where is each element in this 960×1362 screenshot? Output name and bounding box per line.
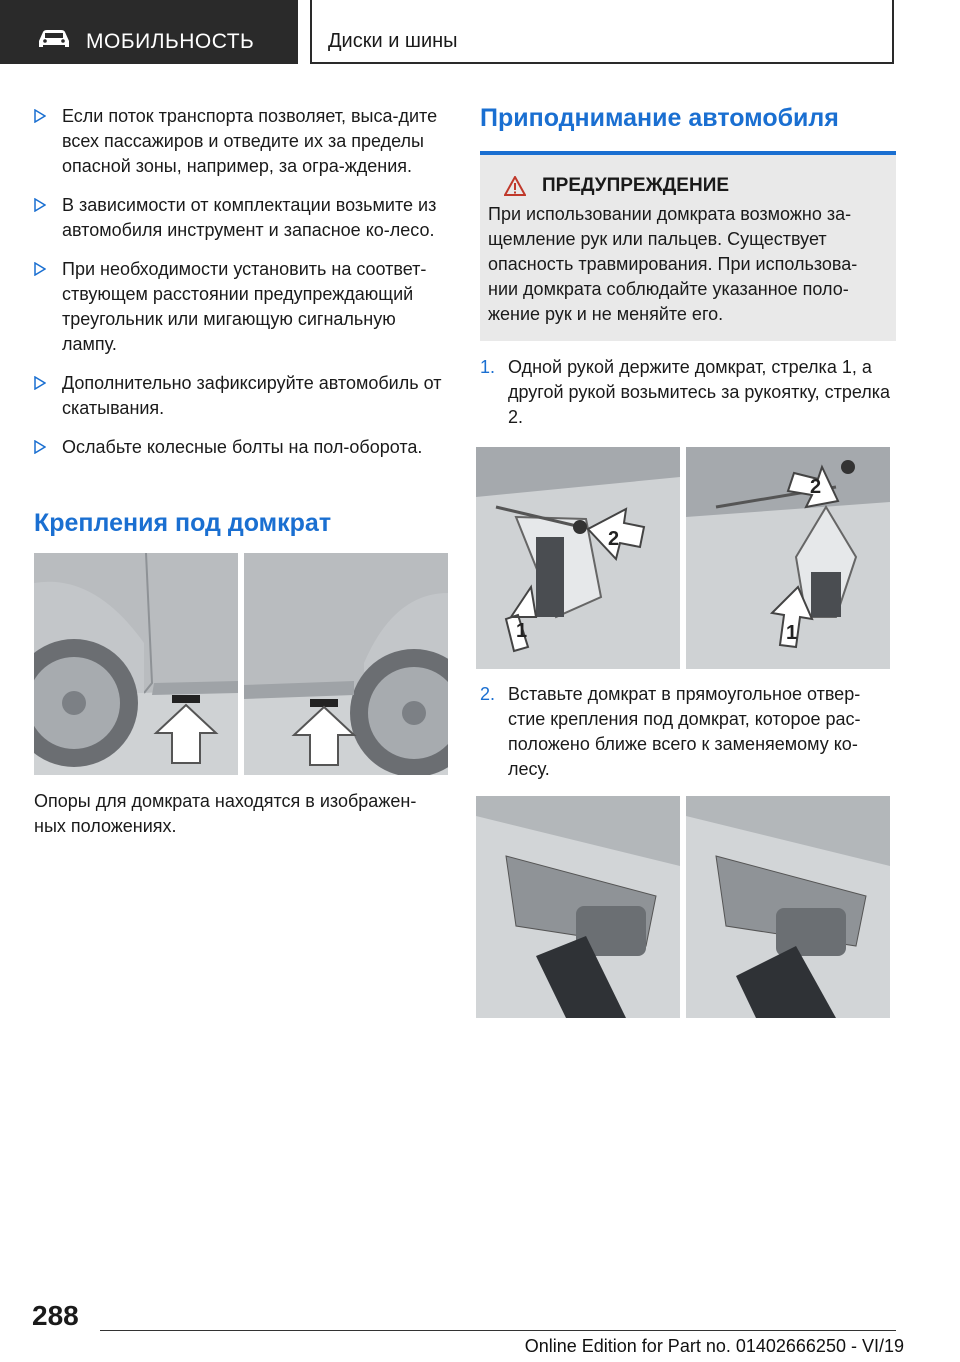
list-item-text: Дополнительно зафиксируйте автомобиль от скатывания. [62, 373, 442, 418]
warning-box [480, 151, 896, 341]
section-heading-lifting: Приподнимание автомобиля [480, 104, 839, 132]
left-column [34, 104, 448, 474]
svg-text:2: 2 [810, 476, 822, 498]
jack-hold-figure [476, 447, 890, 669]
warning-title: ПРЕДУПРЕЖДЕНИЕ [542, 175, 730, 196]
figure-caption: Опоры для домкрата находятся в изображен-ных положениях. [34, 791, 417, 836]
footer-divider [100, 1330, 896, 1331]
chapter-title: Диски и шины [328, 30, 458, 52]
list-item-text: Если поток транспорта позволяет, выса-дите всех пассажиров и отведите их за пределы опасной зоны, например, за огра-ждения. [62, 106, 438, 176]
list-item-text: Ослабьте колесные болты на пол-оборота. [62, 437, 423, 457]
list-item-text: В зависимости от комплектации возьмите из автомобиля инструмент и запасное ко-лесо. [62, 195, 437, 240]
svg-text:1: 1 [786, 622, 798, 644]
svg-text:1: 1 [516, 620, 528, 642]
list-item-text: При необходимости установить на соответ-ствующем расстоянии предупреждающий треугольник или мигающую сигнальную лампу. [62, 259, 427, 354]
warning-text: При использовании домкрата возможно за-щемление рук или пальцев. Существует опасность травмирования. При использова-нии домкрата соблюдайте указанное поло-жение рук и не меняйте его. [488, 204, 858, 324]
section-tab[interactable] [0, 0, 298, 64]
preparation-list [34, 104, 448, 460]
page-number: 288 [32, 1300, 79, 1331]
list-item [34, 371, 448, 421]
chapter-title-box [310, 0, 894, 64]
list-item [34, 435, 448, 460]
list-item [34, 104, 448, 179]
list-item [34, 193, 448, 243]
triangle-bullet-icon [34, 109, 46, 123]
section-tab-label: МОБИЛЬНОСТЬ [86, 30, 255, 53]
step-text: Одной рукой держите домкрат, стрелка 1, а другой рукой возьмитесь за рукоятку, стрелка 2. [508, 357, 891, 427]
step-number: 2. [480, 684, 496, 704]
steps-list-continued [480, 682, 896, 782]
step-item [480, 682, 896, 782]
triangle-bullet-icon [34, 262, 46, 276]
footer-edition: Online Edition for Part no. 01402666250 - VI/19 [524, 1336, 904, 1356]
jack-points-figure [34, 553, 448, 775]
triangle-bullet-icon [34, 440, 46, 454]
warning-title-row [504, 173, 884, 198]
list-item [34, 257, 448, 357]
warning-triangle-icon [504, 176, 526, 196]
right-column [480, 104, 896, 430]
step-item [480, 355, 896, 430]
svg-text:2: 2 [608, 528, 620, 550]
step-text: Вставьте домкрат в прямоугольное отвер-стие крепления под домкрат, которое рас-положено ближе всего к заменяемому ко-лесу. [508, 684, 861, 779]
section-heading-jack-points: Крепления под домкрат [34, 509, 332, 537]
jack-insert-figure [476, 796, 890, 1018]
triangle-bullet-icon [34, 198, 46, 212]
car-icon [36, 28, 72, 50]
triangle-bullet-icon [34, 376, 46, 390]
steps-list [480, 355, 896, 430]
step-number: 1. [480, 357, 496, 377]
